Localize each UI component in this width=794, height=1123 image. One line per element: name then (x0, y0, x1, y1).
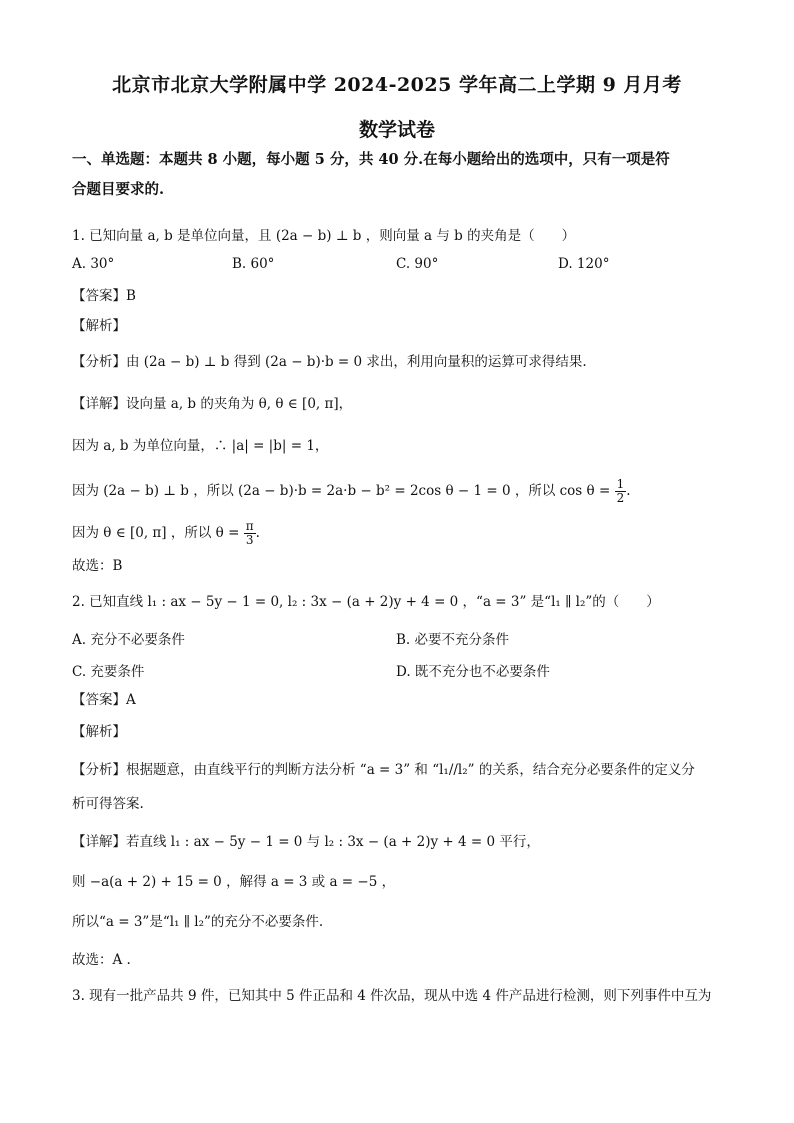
q1-option-c: C. 90° (396, 256, 439, 272)
q2-detail-1: 【详解】若直线 l₁ : ax − 5y − 1 = 0 与 l₂ : 3x − (a + 2)y + 4 = 0 平行， (72, 834, 540, 850)
q2-option-a: A. 充分不必要条件 (72, 632, 185, 648)
q2-detail-3: 所以“a = 3”是“l₁ ∥ l₂”的充分不必要条件. (72, 914, 324, 930)
q1-stem: 1. 已知向量 a, b 是单位向量，且 (2a − b) ⊥ b ，则向量 a 与 b 的夹角是（ ） (72, 228, 576, 244)
section-heading-line1: 一、单选题：本题共 8 小题，每小题 5 分，共 40 分.在每小题给出的选项中，只有一项是符 (72, 151, 670, 168)
q2-stem: 2. 已知直线 l₁ : ax − 5y − 1 = 0, l₂ : 3x − (a + 2)y + 4 = 0 ，“a = 3” 是“l₁ ∥ l₂”的（ ） (72, 594, 660, 610)
q1-answer: 【答案】B (72, 288, 136, 304)
q1-option-b: B. 60° (232, 256, 275, 272)
q1-fraction-half (615, 478, 627, 505)
q1-option-a: A. 30° (72, 256, 115, 272)
q2-jiexi-label: 【解析】 (72, 724, 126, 740)
q1-jiexi-label: 【解析】 (72, 318, 126, 334)
q1-detail-4-text: 因为 θ ∈ [0, π] ，所以 θ = (72, 525, 240, 541)
fraction-numerator: π (245, 519, 254, 533)
fraction-denominator: 3 (245, 533, 254, 547)
q2-option-b: B. 必要不充分条件 (396, 632, 510, 648)
q2-answer: 【答案】A (72, 692, 136, 708)
q2-analysis-2: 析可得答案. (72, 796, 144, 812)
exam-subtitle: 数学试卷 (358, 119, 435, 141)
q1-detail-1: 【详解】设向量 a, b 的夹角为 θ, θ ∈ [0, π]， (72, 396, 353, 412)
q1-option-d: D. 120° (558, 256, 610, 272)
q1-detail-3: 因为 (2a − b) ⊥ b ，所以 (2a − b)·b = 2a·b − b² = 2cos θ − 1 = 0 ，所以 cos θ = $\frac{1}{2}$ . (72, 477, 631, 505)
q2-option-d: D. 既不充分也不必要条件 (396, 664, 550, 680)
q1-detail-4: 因为 θ ∈ [0, π] ，所以 θ = $\frac{\pi}{3}$ . (72, 519, 260, 547)
fraction-denominator: 2 (616, 491, 625, 505)
q2-analysis-1: 【分析】根据题意，由直线平行的判断方法分析 “a = 3” 和 “l₁//l₂” 的关系，结合充分必要条件的定义分 (72, 762, 695, 778)
q1-detail-3-text: 因为 (2a − b) ⊥ b ，所以 (2a − b)·b = 2a·b − b² = 2cos θ − 1 = 0 ，所以 cos θ = (72, 483, 611, 499)
section-heading-line2: 合题目要求的. (72, 181, 165, 198)
q3-stem: 3. 现有一批产品共 9 件，已知其中 5 件正品和 4 件次品，现从中选 4 件产品进行检测，则下列事件中互为 (72, 988, 712, 1004)
q1-conclusion: 故选：B (72, 558, 123, 574)
q2-conclusion: 故选：A . (72, 952, 131, 968)
q2-detail-2: 则 −a(a + 2) + 15 = 0 ，解得 a = 3 或 a = −5 ， (72, 874, 396, 890)
q1-fraction-pi-third (244, 520, 256, 547)
exam-title: 北京市北京大学附属中学 2024-2025 学年高二上学期 9 月月考 (112, 74, 682, 96)
q1-analysis: 【分析】由 (2a − b) ⊥ b 得到 (2a − b)·b = 0 求出，利用向量积的运算可求得结果. (72, 354, 587, 370)
q1-detail-2: 因为 a, b 为单位向量，∴ |a| = |b| = 1， (72, 438, 329, 454)
q2-option-c: C. 充要条件 (72, 664, 145, 680)
fraction-numerator: 1 (616, 477, 625, 491)
